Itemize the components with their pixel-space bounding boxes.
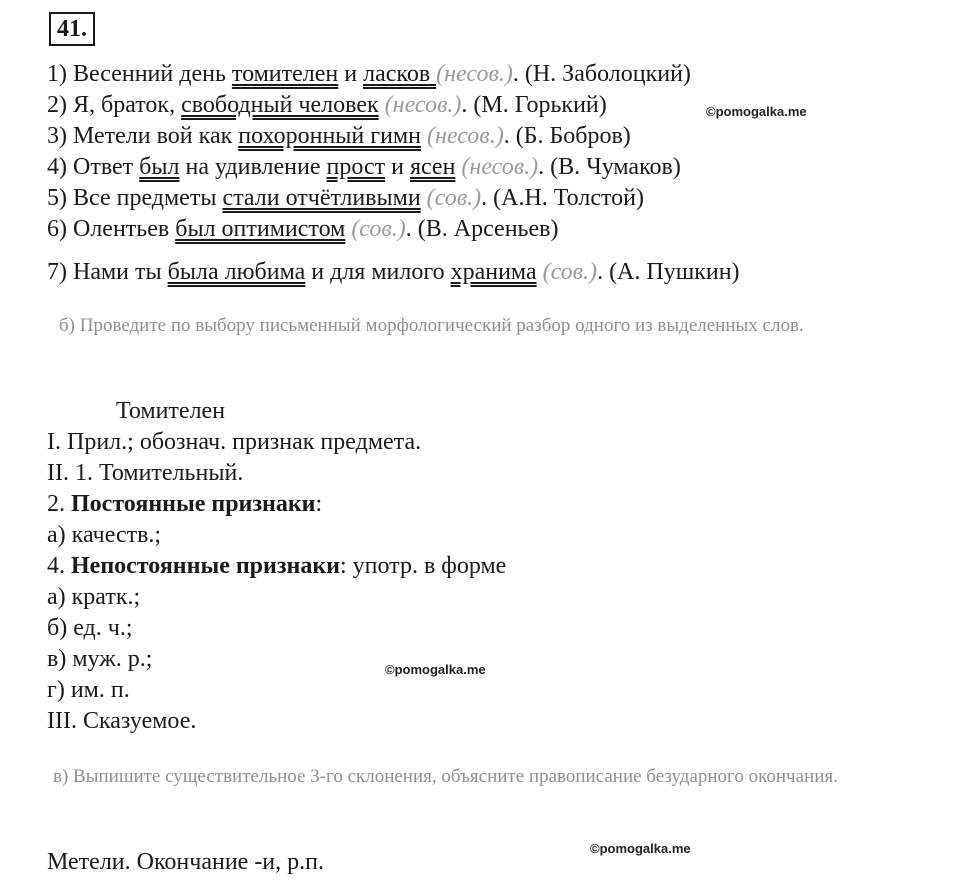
analysis-line-4: а) качеств.; [47,522,162,548]
sentence-text: и [385,154,410,180]
aspect-note: (несов.) [436,61,513,87]
watermark: ©pomogalka.me [385,662,486,677]
answer-c: Метели. Окончание -и, р.п. [47,849,324,875]
sentence-number: 5) [47,185,73,211]
analysis-line-3 [47,489,322,519]
sentence-number: 6) [47,216,73,242]
sentence-text: и для милого [305,259,451,285]
analysis-word: Томителен [116,398,226,424]
author: . (А.Н. Толстой) [481,185,644,211]
underlined-word: свободный человек [181,92,379,118]
underlined-word: была любима [167,259,306,285]
sentence-text: Я, браток, [73,92,182,118]
analysis-line-6: а) кратк.; [47,584,141,610]
analysis-line-10: III. Сказуемое. [47,708,197,734]
sentence-4 [47,152,681,182]
aspect-note: (несов.) [420,123,504,149]
analysis-line-8: в) муж. р.; [47,646,153,672]
sentence-text: Весенний день [73,61,232,87]
task-c: в) Выпишите существительное 3-го склонения, объясните правописание безударного окончания. [53,766,838,787]
underlined-word: хранима [450,259,537,285]
underlined-word: томителен [231,61,339,87]
underlined-word: ласков [363,61,437,87]
sentence-number: 3) [47,123,73,149]
analysis-line-2: II. 1. Томительный. [47,460,244,486]
author: . (А. Пушкин) [597,259,740,285]
sentence-3 [47,121,631,151]
analysis-line-5 [47,551,506,581]
item-tail: : употр. в форме [339,553,507,579]
sentence-number: 7) [47,259,73,285]
task-b: б) Проведите по выбору письменный морфологический разбор одного из выделенных слов. [59,315,804,336]
author: . (М. Горький) [461,92,607,118]
underlined-word: прост [326,154,386,180]
analysis-line-9: г) им. п. [47,677,130,703]
underlined-word: был оптимистом [175,216,346,242]
sentence-text: Метели вой как [73,123,239,149]
aspect-note: (сов.) [536,259,598,285]
aspect-note: (несов.) [455,154,539,180]
item-tail: : [315,491,323,517]
item-number: 2. [47,491,71,517]
sentence-6 [47,214,558,244]
author: . (В. Чумаков) [538,154,681,180]
underlined-word: ясен [409,154,456,180]
sentence-7 [47,257,740,287]
sentence-text: Ответ [73,154,140,180]
sentence-number: 2) [47,92,73,118]
sentence-text: Нами ты [73,259,168,285]
sentence-number: 4) [47,154,73,180]
sentence-text: и [338,61,364,87]
author: . (Б. Бобров) [503,123,631,149]
underlined-word: стали отчётливыми [222,185,421,211]
author: . (В. Арсеньев) [405,216,559,242]
item-number: 4. [47,553,71,579]
sentence-number: 1) [47,61,73,87]
sentence-text: Все предметы [73,185,223,211]
analysis-line-7: б) ед. ч.; [47,615,133,641]
underlined-word: был [139,154,180,180]
underlined-word: похоронный гимн [238,123,421,149]
aspect-note: (несов.) [378,92,462,118]
section-heading: Постоянные признаки [71,491,316,517]
sentence-1 [47,59,691,89]
watermark: ©pomogalka.me [706,104,807,119]
sentence-2 [47,90,607,120]
analysis-line-1: I. Прил.; обознач. признак предмета. [47,429,422,455]
watermark: ©pomogalka.me [590,841,691,856]
aspect-note: (сов.) [345,216,406,242]
sentence-text: Олентьев [73,216,176,242]
exercise-number: 41. [49,12,95,46]
sentence-text: на удивление [179,154,327,180]
aspect-note: (сов.) [420,185,482,211]
sentence-5 [47,183,644,213]
section-heading: Непостоянные признаки [71,553,340,579]
author: . (Н. Заболоцкий) [512,61,691,87]
